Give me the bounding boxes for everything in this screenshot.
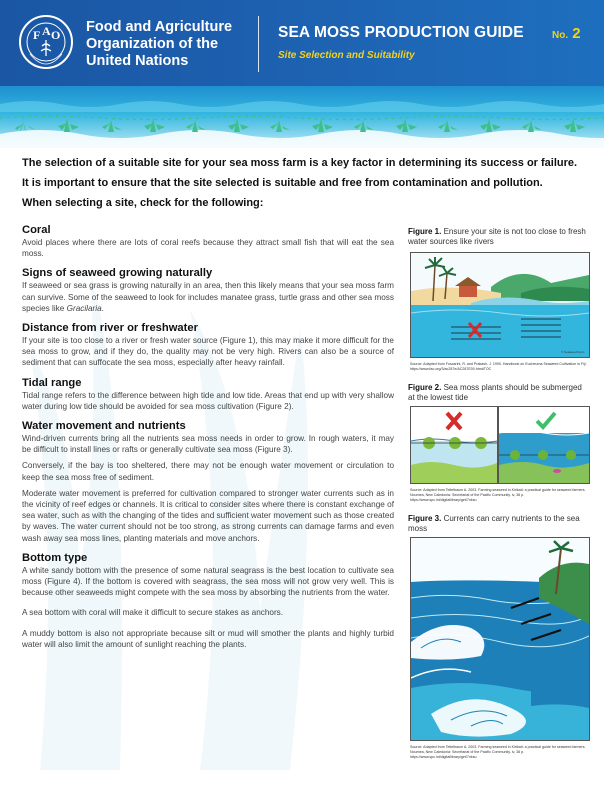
- org-line-1: Food and Agriculture: [86, 19, 233, 35]
- fao-logo: [18, 14, 74, 70]
- section-paragraph-2: Conversely, if the bay is too sheltered, there may not be enough water movement or circulation to keep the sea moss free of sediment.: [22, 461, 394, 482]
- section-title: Signs of seaweed growing naturally: [22, 267, 213, 280]
- svg-text:A: A: [42, 24, 51, 38]
- gracilaria-italic: Gracilaria: [66, 303, 102, 313]
- figure-label: Figure 1.: [408, 227, 442, 236]
- org-line-2: Organization of the: [86, 36, 219, 52]
- section-text: [22, 280, 394, 314]
- intro-line-1: The selection of a suitable site for your sea moss farm is a key factor in determining its success or failure.: [22, 157, 578, 169]
- guide-number-value: 2: [572, 25, 581, 42]
- section-title: Bottom type: [22, 551, 88, 564]
- organization-name: [86, 19, 246, 70]
- intro-line-2: It is important to ensure that the site selected is suitable and free from contamination and pollution.: [22, 177, 543, 189]
- water-banner: [0, 86, 604, 148]
- figure-caption-text: Ensure your site is not too close to fresh water sources like rivers: [408, 227, 586, 246]
- guide-subtitle: Site Selection and Suitability: [278, 50, 415, 61]
- left-column: [22, 224, 394, 650]
- section-paragraph-1: A white sandy bottom with the presence of some natural seagrass is the best location to cultivate sea moss (Figure 4). If the bottom is covered with seagrass, the sea moss will not grow very well. This is because other seaweeds might compete with the sea moss by absorbing the nutrients from the water.: [22, 565, 394, 598]
- figure-1-caption: [408, 227, 588, 246]
- section-seaweed: [22, 267, 394, 314]
- seaweed-text-a: If seaweed or sea grass is growing naturally in an area, then this likely means that your sea moss farm can survive. Some of the seaweed to look for includes manatee grass, turtle grass and other sea moss species like: [22, 281, 394, 313]
- figure-1-credit: © Seaweed Farm: [561, 350, 585, 354]
- figure-3-caption: [408, 514, 588, 533]
- section-paragraph-1: Wind-driven currents bring all the nutrients sea moss needs in order to grow. In rough waters, it may be difficult to install lines or rafts or generally cultivate sea moss (Figure 3).: [22, 434, 394, 455]
- figure-3-illustration: [410, 537, 590, 741]
- svg-text:O: O: [51, 28, 61, 42]
- section-text: Tidal range refers to the difference between high tide and low tide. Areas that end up with very shallow water during low tide should be avoided for sea moss cultivation (Figure 2).: [22, 390, 394, 411]
- intro-block: [22, 153, 584, 213]
- svg-text:F: F: [33, 28, 41, 42]
- figure-caption-text: Sea moss plants should be submerged at the lowest tide: [408, 383, 582, 402]
- section-coral: [22, 224, 394, 259]
- figure-2-source: Source: Adapted from Teitelbaum A. 2003. Farming seaweed in Kiribati: a practical guide for seaweed farmers. Noumea, New Caledonia: Secretariat of the Pacific Community. iv, 38 p. https://www.spc.int/digitallibrary/get/7nksu: [410, 488, 586, 502]
- guide-number-prefix: No.: [552, 30, 569, 41]
- section-water-movement: [22, 420, 394, 544]
- section-paragraph-3: A muddy bottom is also not appropriate because silt or mud will smother the plants and highly turbid water will also limit the amount of sunlight reaching the plants.: [22, 628, 394, 649]
- section-tidal: [22, 377, 394, 412]
- section-title: Distance from river or freshwater: [22, 322, 198, 335]
- section-river: [22, 322, 394, 369]
- intro-line-3: When selecting a site, check for the following:: [22, 197, 264, 209]
- figure-2-caption: [408, 383, 588, 402]
- figure-caption-text: Currents can carry nutrients to the sea moss: [408, 514, 580, 533]
- section-text: If your site is too close to a river or fresh water source (Figure 1), this may make it more difficult for the sea moss to grow, and if they do, the quality may not be very high. Rivers can also be a source of sediment that can suffocate the sea moss, especially after heavy rainfall.: [22, 336, 394, 368]
- header-banner: [0, 0, 604, 86]
- section-title: Tidal range: [22, 376, 82, 389]
- guide-number: [552, 25, 581, 42]
- figure-label: Figure 2.: [408, 383, 442, 392]
- org-line-3: United Nations: [86, 53, 189, 69]
- section-title: Water movement and nutrients: [22, 420, 186, 433]
- figure-1-illustration: [410, 252, 590, 358]
- guide-title: SEA MOSS PRODUCTION GUIDE: [278, 24, 524, 41]
- section-title: Coral: [22, 224, 51, 236]
- figure-2-panel-good: [498, 406, 590, 484]
- header-divider: [258, 16, 259, 72]
- section-paragraph-2: A sea bottom with coral will make it difficult to secure stakes as anchors.: [22, 608, 284, 618]
- figure-2-panel-bad: [410, 406, 498, 484]
- section-bottom-type: [22, 552, 394, 650]
- figure-3-source: Source: Adapted from Teitelbaum A. 2003. Farming seaweed in Kiribati: a practical guide for seaweed farmers. Noumea, New Caledonia: Secretariat of the Pacific Community. iv, 38 p. https://www.spc.int/digitallibrary/get/7nksu: [410, 745, 586, 759]
- figure-label: Figure 3.: [408, 514, 442, 523]
- section-text: Avoid places where there are lots of coral reefs because they attract small fish that will eat the sea moss.: [22, 238, 394, 259]
- figure-1-source: Source: Adapted from Foscarini, R. and Prakash, J. 1990. Handbook on Eucheuma Seaweed Cultivation in Fiji. https://www.fao.org/3/ac287e/AC287E00.htm#TOC: [410, 362, 587, 371]
- seaweed-text-b: .: [101, 303, 104, 313]
- section-paragraph-3: Moderate water movement is preferred for cultivation compared to stronger water currents such as in the vicinity of reef edges or channels. It is critical to consider sites where there is constant exchange of sea water, such as with the changing of the tides and sufficient water movement such as those created by waves. The water current should not be too strong, as strong currents can damage farms and even wash away sea moss lines, planting materials and move anchors.: [22, 488, 394, 543]
